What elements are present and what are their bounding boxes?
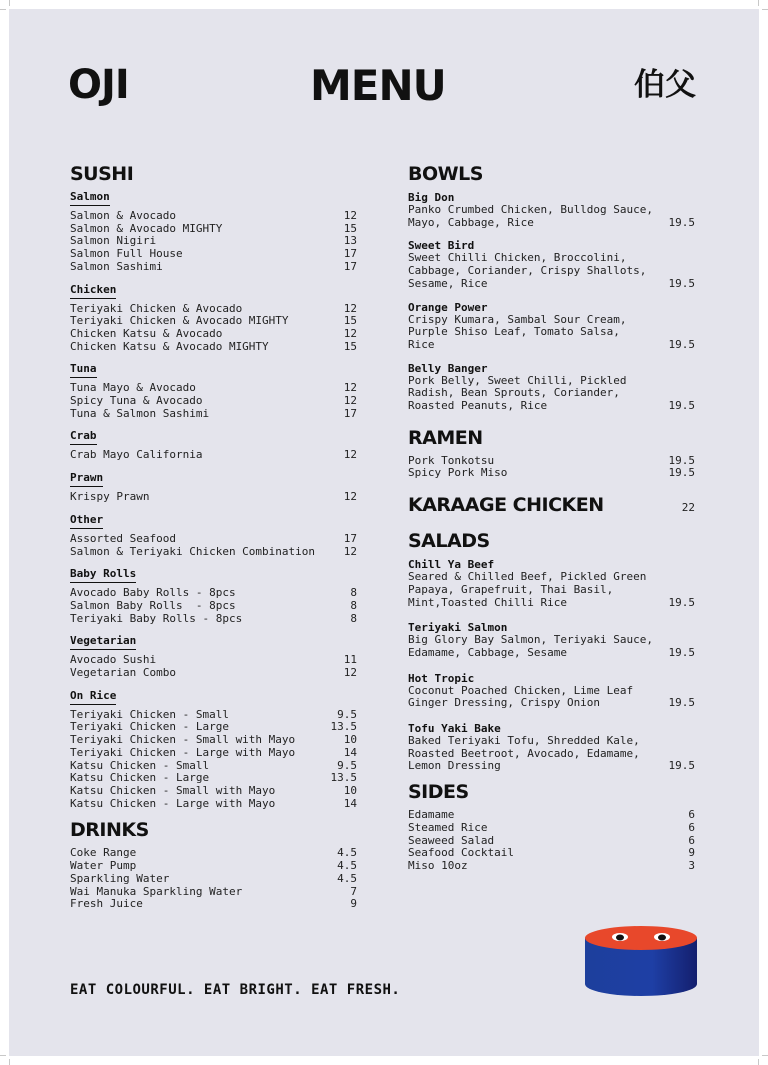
item-description-text: Baked Teriyaki Tofu, Shredded Kale, Roasted Beetroot, Avocado, Edamame, Lemon Dressing (408, 734, 640, 773)
menu-item-row (70, 261, 357, 274)
item-description-text: Seared & Chilled Beef, Pickled Green Papaya, Grapefruit, Thai Basil, Mint,Toasted Chilli Rice (408, 570, 647, 609)
kanji-logo: 伯父 (634, 67, 696, 103)
menu-item-row (70, 860, 357, 873)
subsection-title: Crab (70, 429, 97, 445)
item-price: 4.5 (337, 846, 357, 860)
item-name: Salmon Nigiri (70, 234, 157, 248)
section-title-salads: SALADS (408, 530, 490, 553)
item-name: Assorted Seafood (70, 531, 176, 545)
item-price: 15 (343, 221, 357, 235)
item-price: 12 (343, 544, 357, 558)
crop-mark (9, 0, 10, 6)
menu-item-row (408, 809, 695, 822)
crop-mark (0, 9, 6, 10)
menu-item-row (70, 798, 357, 811)
crop-mark (762, 9, 768, 10)
menu-item (408, 722, 695, 773)
sushi-groups (70, 190, 357, 810)
item-price: 12 (343, 381, 357, 395)
item-name: Water Pump (70, 859, 137, 873)
item-name: Crab Mayo California (70, 448, 203, 462)
menu-item (408, 301, 695, 352)
item-name: Katsu Chicken - Small (70, 758, 210, 772)
menu-item-row (408, 467, 695, 480)
item-name: Spicy Pork Miso (408, 466, 508, 480)
left-column (70, 163, 357, 911)
sushi-group-header (70, 471, 357, 487)
item-price: 19.5 (668, 696, 695, 710)
menu-item-row (70, 747, 357, 760)
item-description (408, 314, 695, 352)
menu-item (408, 191, 695, 229)
item-price: 12 (343, 490, 357, 504)
item-price: 14 (343, 745, 357, 759)
item-description-text: Crispy Kumara, Sambal Sour Cream, Purple Shiso Leaf, Tomato Salsa, Rice (408, 312, 627, 351)
item-name: Teriyaki Baby Rolls - 8pcs (70, 611, 243, 625)
item-price: 8 (350, 598, 357, 612)
item-description (408, 252, 695, 290)
menu-item (408, 239, 695, 290)
sushi-group (70, 689, 357, 811)
item-price: 12 (343, 209, 357, 222)
subsection-title: Tuna (70, 362, 97, 378)
item-name: Coke Range (70, 846, 137, 860)
item-name: Steamed Rice (408, 820, 488, 834)
menu-item-row (70, 408, 357, 421)
menu-item-row (70, 449, 357, 462)
item-name: Teriyaki Chicken & Avocado MIGHTY (70, 314, 289, 328)
item-name: Teriyaki Chicken - Small with Mayo (70, 733, 296, 747)
item-name: Belly Banger (408, 361, 488, 375)
item-description (408, 375, 695, 413)
karaage-row (408, 494, 695, 516)
footer-slogan: EAT COLOURFUL. EAT BRIGHT. EAT FRESH. (70, 982, 401, 998)
menu-item (408, 362, 695, 413)
item-price: 10 (343, 783, 357, 797)
item-price: 19.5 (668, 453, 695, 467)
item-price: 13 (343, 234, 357, 248)
menu-item-row (70, 341, 357, 354)
subsection-title: On Rice (70, 689, 116, 705)
subsection-title: Other (70, 513, 103, 529)
item-name: Katsu Chicken - Small with Mayo (70, 783, 276, 797)
item-price: 19.5 (668, 759, 695, 773)
sushi-group (70, 634, 357, 679)
brand-logo: OJI (68, 62, 129, 108)
item-name: Fresh Juice (70, 897, 143, 911)
section-title-karaage: KARAAGE CHICKEN (408, 494, 604, 517)
item-name: Teriyaki Chicken & Avocado (70, 301, 243, 315)
item-description (408, 735, 695, 773)
sushi-group (70, 429, 357, 462)
item-description-text: Coconut Poached Chicken, Lime Leaf Ginger Dressing, Crispy Onion (408, 683, 634, 710)
item-name: Teriyaki Chicken - Large with Mayo (70, 745, 296, 759)
menu-item-row (70, 785, 357, 798)
item-price: 9.5 (337, 707, 357, 721)
salads-list (408, 558, 695, 773)
subsection-title: Vegetarian (70, 634, 136, 650)
item-price: 17 (343, 247, 357, 261)
item-description-text: Pork Belly, Sweet Chilli, Pickled Radish, Bean Sprouts, Coriander, Roasted Peanuts, Rice (408, 373, 627, 413)
item-price: 17 (343, 406, 357, 420)
item-name: Salmon Sashimi (70, 259, 163, 273)
item-description (408, 571, 695, 609)
item-name: Tuna Mayo & Avocado (70, 381, 196, 395)
item-name: Wai Manuka Sparkling Water (70, 884, 243, 898)
menu-item-row (70, 210, 357, 223)
section-title-bowls: BOWLS (408, 163, 483, 185)
item-name: Tuna & Salmon Sashimi (70, 406, 210, 420)
sushi-group-header (70, 190, 357, 206)
bowls-list (408, 191, 695, 413)
sushi-group-header (70, 362, 357, 378)
item-price: 12 (343, 448, 357, 462)
item-name: Vegetarian Combo (70, 666, 176, 680)
right-column (408, 163, 695, 873)
item-name: Salmon Full House (70, 247, 183, 261)
item-name: Sparkling Water (70, 871, 170, 885)
item-price: 4.5 (337, 859, 357, 873)
sushi-group (70, 362, 357, 420)
item-description-text: Big Glory Bay Salmon, Teriyaki Sauce, Edamame, Cabbage, Sesame (408, 633, 654, 659)
item-price: 19.5 (668, 466, 695, 480)
sides-list (408, 809, 695, 873)
menu-item-row (70, 395, 357, 408)
sushi-group-header (70, 513, 357, 529)
item-price: 3 (688, 858, 695, 872)
section-title-drinks: DRINKS (70, 819, 149, 842)
item-name: Salmon Baby Rolls - 8pcs (70, 598, 236, 612)
item-name: Orange Power (408, 300, 488, 314)
item-name: Teriyaki Chicken - Small (70, 707, 229, 721)
sushi-group-header (70, 283, 357, 299)
item-name: Katsu Chicken - Large (70, 771, 210, 785)
menu-item (408, 621, 695, 659)
item-price: 13.5 (330, 720, 357, 734)
item-name: Edamame (408, 808, 455, 822)
item-name: Tofu Yaki Bake (408, 722, 501, 736)
item-price: 8 (350, 611, 357, 625)
item-name: Hot Tropic (408, 671, 475, 685)
item-price: 19.5 (668, 595, 695, 609)
sushi-group (70, 283, 357, 354)
item-price: 12 (343, 326, 357, 340)
item-name: Chicken Katsu & Avocado MIGHTY (70, 339, 269, 353)
item-name: Salmon & Teriyaki Chicken Combination (70, 544, 316, 558)
menu-item (408, 558, 695, 609)
item-name: Katsu Chicken - Large with Mayo (70, 796, 276, 810)
menu-item-row (70, 613, 357, 626)
ramen-list (408, 455, 695, 480)
menu-item (408, 672, 695, 710)
roll-top (585, 926, 697, 950)
menu-item-row (70, 734, 357, 747)
subsection-title: Chicken (70, 283, 116, 299)
subsection-title: Prawn (70, 471, 103, 487)
menu-item-row (408, 822, 695, 835)
section-title-sides: SIDES (408, 781, 469, 804)
roll-pupil-left (616, 935, 624, 941)
item-name: Avocado Baby Rolls - 8pcs (70, 586, 236, 600)
menu-item-row (70, 546, 357, 559)
item-price: 4.5 (337, 871, 357, 885)
item-price: 9 (350, 897, 357, 911)
item-price: 19.5 (668, 337, 695, 351)
menu-title: MENU (310, 61, 446, 110)
item-name: Teriyaki Chicken - Large (70, 720, 229, 734)
item-description (408, 204, 695, 229)
item-price: 19.5 (668, 276, 695, 290)
menu-item-row (70, 873, 357, 886)
item-name: Teriyaki Salmon (408, 621, 508, 635)
subsection-title: Baby Rolls (70, 567, 136, 583)
menu-item-row (70, 248, 357, 261)
item-price: 14 (343, 796, 357, 810)
crop-mark (0, 1055, 6, 1056)
sushi-group-header (70, 567, 357, 583)
crop-mark (9, 1059, 10, 1065)
item-price: 12 (343, 666, 357, 680)
item-price: 11 (343, 653, 357, 667)
item-price: 9 (688, 846, 695, 860)
item-name: Salmon & Avocado (70, 209, 176, 222)
item-price: 19.5 (668, 399, 695, 413)
sushi-group (70, 471, 357, 504)
section-title-sushi: SUSHI (70, 163, 134, 185)
item-price: 8 (350, 586, 357, 600)
item-price: 15 (343, 314, 357, 328)
menu-item-row (70, 491, 357, 504)
menu-item-row (408, 860, 695, 873)
item-price: 12 (343, 301, 357, 315)
item-name: Avocado Sushi (70, 653, 157, 667)
item-price: 19.5 (668, 645, 695, 659)
sushi-roll-illustration (582, 924, 700, 998)
menu-item-row (70, 328, 357, 341)
item-description (408, 634, 695, 659)
item-description-text: Sweet Chilli Chicken, Broccolini, Cabbage, Coriander, Crispy Shallots, Sesame, Rice (408, 251, 647, 290)
item-price: 10 (343, 733, 357, 747)
sushi-group (70, 190, 357, 274)
item-price: 6 (688, 808, 695, 822)
menu-item-row (70, 533, 357, 546)
drinks-list (70, 847, 357, 911)
sushi-group-header (70, 689, 357, 705)
item-name: Sweet Bird (408, 239, 475, 253)
crop-mark (758, 1059, 759, 1065)
item-name: Krispy Prawn (70, 490, 150, 504)
item-price: 13.5 (330, 771, 357, 785)
item-name: Miso 10oz (408, 858, 468, 872)
item-name: Salmon & Avocado MIGHTY (70, 221, 223, 235)
item-name: Seafood Cocktail (408, 846, 514, 860)
subsection-title: Salmon (70, 190, 110, 206)
item-price: 6 (688, 820, 695, 834)
crop-mark (758, 0, 759, 6)
item-price: 19.5 (668, 215, 695, 229)
item-name: Big Don (408, 191, 455, 204)
item-name: Chill Ya Beef (408, 558, 495, 572)
item-name: Spicy Tuna & Avocado (70, 394, 203, 408)
section-title-ramen: RAMEN (408, 426, 483, 449)
item-name: Seaweed Salad (408, 833, 495, 847)
sushi-group (70, 513, 357, 558)
menu-item-row (70, 600, 357, 613)
item-price: 17 (343, 259, 357, 273)
item-price: 7 (350, 884, 357, 898)
item-price: 9.5 (337, 758, 357, 772)
sushi-group-header (70, 634, 357, 650)
karaage-price: 22 (681, 501, 695, 515)
item-name: Pork Tonkotsu (408, 453, 495, 467)
crop-mark (762, 1055, 768, 1056)
sushi-group-header (70, 429, 357, 445)
item-description (408, 685, 695, 710)
item-description-text: Panko Crumbed Chicken, Bulldog Sauce, Mayo, Cabbage, Rice (408, 203, 654, 229)
sushi-group (70, 567, 357, 625)
menu-item-row (70, 898, 357, 911)
item-price: 17 (343, 531, 357, 545)
item-price: 15 (343, 339, 357, 353)
item-name: Chicken Katsu & Avocado (70, 326, 223, 340)
item-price: 12 (343, 394, 357, 408)
menu-item-row (70, 667, 357, 680)
roll-pupil-right (658, 935, 666, 941)
item-price: 6 (688, 833, 695, 847)
